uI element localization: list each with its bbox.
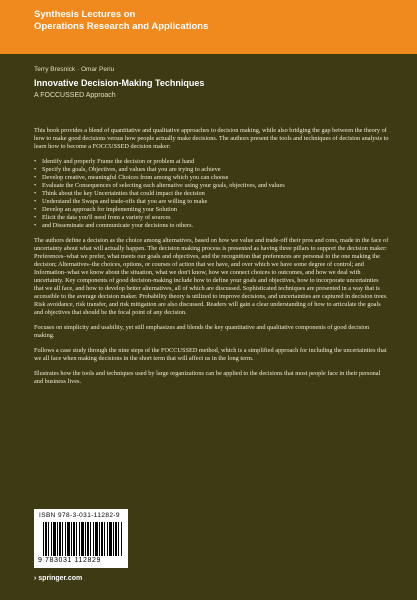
list-item: • Evaluate the Consequences of selecting each alternative using your goals, objectives, and values bbox=[34, 182, 389, 190]
list-item: • Think about the key Uncertainties that could impact the decision bbox=[34, 190, 389, 198]
isbn-barcode bbox=[34, 509, 128, 568]
list-item: • Develop creative, meaningful Choices from among which you can choose bbox=[34, 174, 389, 182]
case-study-paragraph: Follows a case study through the nine steps of the FOCCUSSED method, which is a simplified approach for including the uncertainties that we all face when making decisions in the short term that will affect us in the long term. bbox=[34, 347, 387, 362]
definition-paragraph: The authors define a decision as the choice among alternatives, based on how we value and trade-off their pros and cons, made in the face of uncertainty about what will actually happen. The decision making process is presented as having three pillars to support the decision maker: Preferences–what we prefer, what meets our goals and objectives, and the recognition that preferences are personal to the one making the decision; Alternatives–the choices, options, or courses of action that we have, and over which we have some degree of control; and Information–what we know about the situation, what we don't know, how we connect choices to outcomes, and how we deal with uncertainty. Key components of good decision-making include how to define your goals and objectives, how to incorporate uncertainties that we all face, and how to develop better alternatives, all of which are discussed. Sophisticated techniques are presented in a way that is accessible to the average decision maker. Probability theory is utilized to improve decisions, and uncertainties are captured in decision trees. Risk avoidance, risk transfer, and risk mitigation are also discussed. Readers will gain a clear understanding of how to articulate the goals and objectives that should be the focal point of any decision. bbox=[34, 237, 389, 316]
tools-paragraph: Illustrates how the tools and techniques used by large organizations can be applied to the decisions that most people face in their personal and business lives. bbox=[34, 370, 381, 385]
list-item: • Elicit the data you'll need from a variety of sources bbox=[34, 214, 389, 222]
foccussed-list bbox=[34, 158, 389, 230]
series-title bbox=[34, 9, 394, 33]
authors: Terry Bresnick · Omar Periu bbox=[34, 66, 115, 73]
series-band bbox=[0, 0, 417, 54]
series-title-line1: Synthesis Lectures on bbox=[34, 9, 136, 20]
blurb bbox=[34, 127, 389, 393]
list-item: • Understand the Swaps and trade-offs that you are willing to make bbox=[34, 198, 389, 206]
focus-paragraph: Focuses on simplicity and usability, yet still emphasizes and blends the key quantitative and qualitative components of good decision making. bbox=[34, 324, 370, 339]
intro-paragraph: This book provides a blend of quantitative and qualitative approaches to decision making, while also bridging the gap between the theory of how to make good decisions versus how people actually make decisions. The authors present the tools and techniques of decision analysis to learn how to become a FOCCUSSED decision maker: bbox=[34, 127, 389, 150]
list-item: • Develop an approach for implementing your Solution bbox=[34, 206, 389, 214]
list-item: • Specify the goals, Objectives, and values that you are trying to achieve bbox=[34, 166, 389, 174]
series-title-line2: Operations Research and Applications bbox=[34, 21, 209, 32]
barcode-number: 9 783031 112829 bbox=[38, 557, 101, 564]
barcode-bars bbox=[43, 522, 123, 556]
book-subtitle: A FOCCUSSED Approach bbox=[34, 92, 116, 99]
isbn-label: ISBN 978-3-031-11282-9 bbox=[39, 512, 120, 519]
list-item: • Identify and properly Frame the decision or problem at hand bbox=[34, 158, 389, 166]
book-title: Innovative Decision-Making Techniques bbox=[34, 78, 205, 88]
list-item: • and Disseminate and communicate your decisions to others. bbox=[34, 222, 389, 230]
publisher-link[interactable]: › springer.com bbox=[34, 575, 83, 582]
